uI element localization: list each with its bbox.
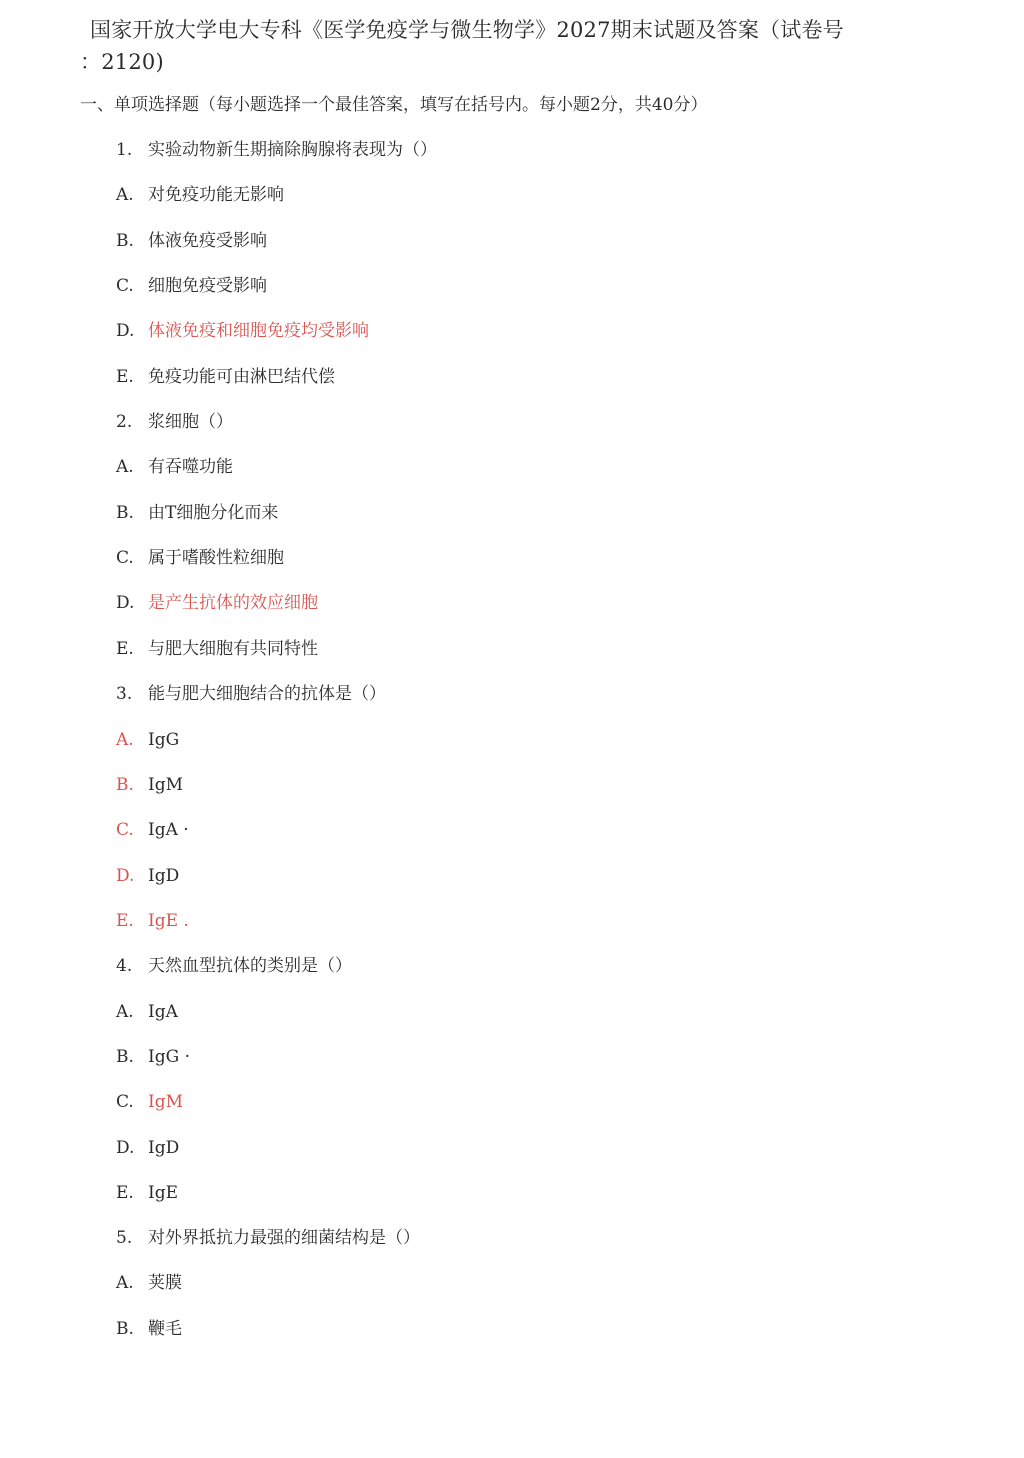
- question-stem: [116, 410, 233, 434]
- option-letter: A.: [116, 1273, 134, 1293]
- option-text: IgG ·: [148, 1047, 190, 1067]
- option-letter: C.: [116, 820, 134, 840]
- question-number: 3.: [116, 684, 133, 704]
- option-letter: B.: [116, 231, 134, 251]
- question-text: 天然血型抗体的类别是（）: [148, 956, 352, 976]
- option-text: 体液免疫受影响: [148, 231, 267, 251]
- option-text: IgE: [148, 1183, 179, 1203]
- option-letter: A.: [116, 1002, 134, 1022]
- option-letter: E.: [116, 911, 134, 931]
- title-line-1: 国家开放大学电大专科《医学免疫学与微生物学》2027期末试题及答案（试卷号: [90, 18, 844, 42]
- option-text: IgA: [148, 1002, 178, 1022]
- answer-option: [116, 1136, 179, 1160]
- question-stem: [116, 138, 437, 162]
- answer-option: [116, 1181, 178, 1205]
- answer-option: [116, 864, 179, 888]
- option-text: IgE .: [148, 911, 189, 931]
- section-heading: 一、单项选择题（每小题选择一个最佳答案，填写在括号内。每小题2分，共40分）: [80, 95, 708, 115]
- question-text: 能与肥大细胞结合的抗体是（）: [148, 684, 386, 704]
- question-number: 2.: [116, 412, 133, 432]
- answer-option: [116, 1271, 182, 1295]
- document-title: [80, 14, 910, 78]
- option-text: 荚膜: [148, 1273, 182, 1293]
- question-stem: [116, 1226, 420, 1250]
- option-text: IgM: [148, 775, 184, 795]
- answer-option: [116, 728, 179, 752]
- question-text: 实验动物新生期摘除胸腺将表现为（）: [148, 140, 437, 160]
- answer-option-correct: [116, 591, 318, 615]
- option-letter: D.: [116, 593, 135, 613]
- option-letter: A.: [116, 730, 134, 750]
- question-text: 对外界抵抗力最强的细菌结构是（）: [148, 1228, 420, 1248]
- option-letter: C.: [116, 276, 134, 296]
- option-text: IgG: [148, 730, 180, 750]
- answer-option: [116, 229, 267, 253]
- option-letter: D.: [116, 866, 135, 886]
- answer-option: [116, 1045, 190, 1069]
- option-text: 鞭毛: [148, 1319, 182, 1339]
- answer-option-correct: [116, 909, 189, 933]
- option-text: IgD: [148, 1138, 180, 1158]
- option-letter: A.: [116, 457, 134, 477]
- option-text: IgD: [148, 866, 180, 886]
- answer-option: [116, 501, 278, 525]
- option-text: 细胞免疫受影响: [148, 276, 267, 296]
- option-text: 有吞噬功能: [148, 457, 233, 477]
- answer-option-correct: [116, 1090, 183, 1114]
- option-letter: A.: [116, 185, 134, 205]
- option-text: 对免疫功能无影响: [148, 185, 284, 205]
- question-number: 1.: [116, 140, 133, 160]
- answer-option: [116, 1000, 178, 1024]
- title-line-2: ：2120): [80, 50, 164, 74]
- answer-option: [116, 773, 183, 797]
- answer-option: [116, 183, 284, 207]
- question-stem: [116, 954, 352, 978]
- question-text: 浆细胞（）: [148, 412, 233, 432]
- option-letter: B.: [116, 1319, 134, 1339]
- option-letter: E.: [116, 367, 134, 387]
- option-text: 由T细胞分化而来: [148, 503, 279, 523]
- option-letter: C.: [116, 548, 134, 568]
- option-letter: B.: [116, 775, 134, 795]
- question-stem: [116, 682, 386, 706]
- option-text: 是产生抗体的效应细胞: [148, 593, 318, 613]
- option-text: IgM: [148, 1092, 184, 1112]
- answer-option: [116, 637, 318, 661]
- option-text: 属于嗜酸性粒细胞: [148, 548, 284, 568]
- answer-option: [116, 818, 189, 842]
- option-text: IgA ·: [148, 820, 189, 840]
- answer-option: [116, 365, 335, 389]
- option-letter: B.: [116, 503, 134, 523]
- option-letter: B.: [116, 1047, 134, 1067]
- answer-option: [116, 1317, 182, 1341]
- answer-option: [116, 274, 267, 298]
- option-letter: C.: [116, 1092, 134, 1112]
- question-number: 4.: [116, 956, 133, 976]
- option-letter: E.: [116, 1183, 134, 1203]
- option-letter: D.: [116, 321, 135, 341]
- answer-option: [116, 546, 284, 570]
- option-text: 免疫功能可由淋巴结代偿: [148, 367, 335, 387]
- answer-option: [116, 455, 233, 479]
- option-text: 体液免疫和细胞免疫均受影响: [148, 321, 369, 341]
- option-letter: D.: [116, 1138, 135, 1158]
- answer-option-correct: [116, 319, 369, 343]
- question-number: 5.: [116, 1228, 133, 1248]
- option-letter: E.: [116, 639, 134, 659]
- option-text: 与肥大细胞有共同特性: [148, 639, 318, 659]
